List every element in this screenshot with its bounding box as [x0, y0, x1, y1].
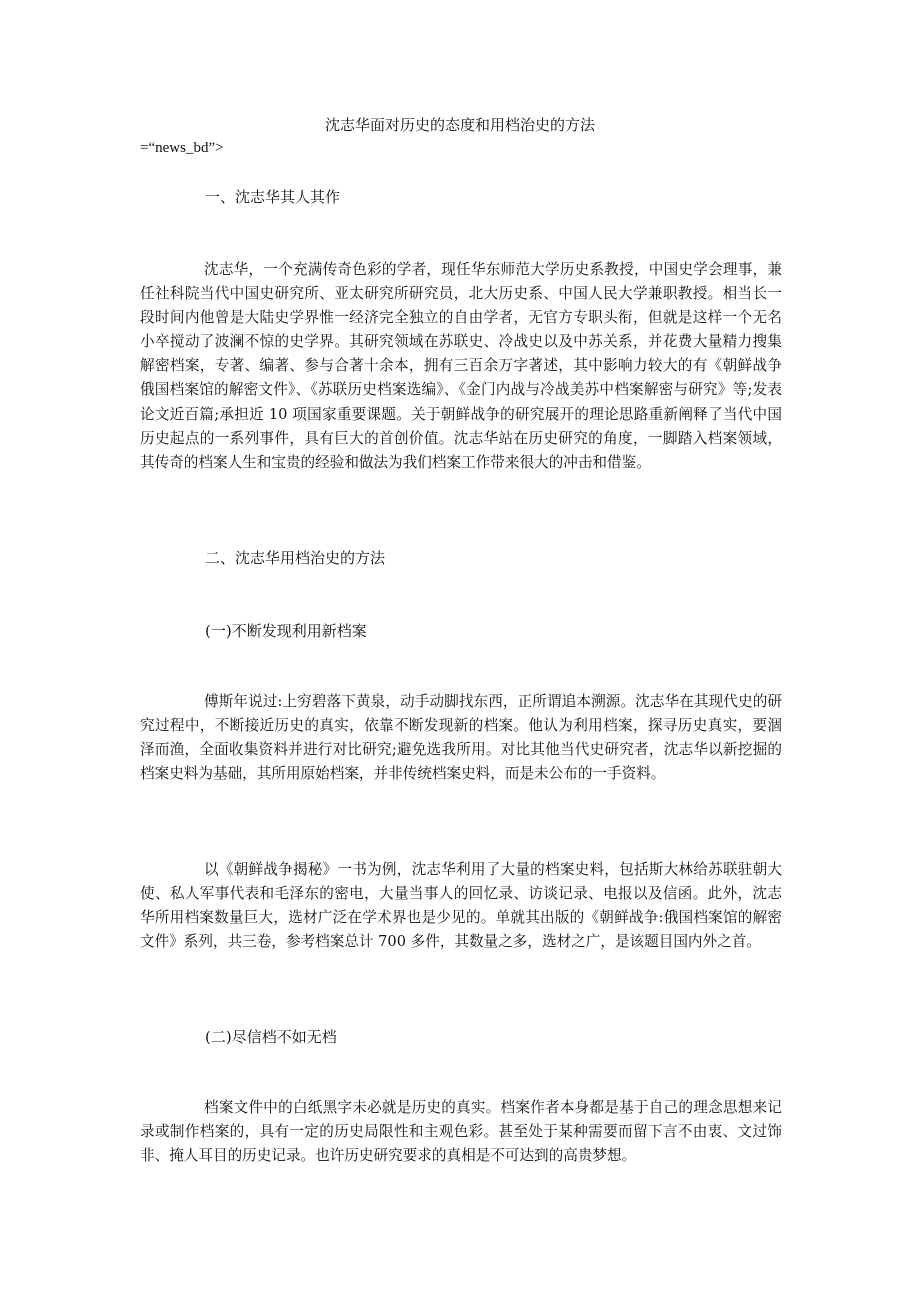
document-title: 沈志华面对历史的态度和用档治史的方法: [324, 116, 595, 134]
stray-html-fragment: =“news_bd”>: [140, 140, 224, 156]
section-1-heading: 一、沈志华其人其作: [205, 188, 341, 206]
subsection-2-heading: (二)尽信档不如无档: [205, 1028, 337, 1046]
subsection-2-paragraph-1: 档案文件中的白纸黑字未必就是历史的真实。档案作者本身都是基于自己的理念思想来记录或制作档案的，具有一定的历史局限性和主观色彩。甚至处于某种需要而留下言不由衷、文过饰非、掩人耳目的历史记录。也许历史研究要求的真相是不可达到的高贵梦想。: [140, 1099, 782, 1165]
subsection-1-heading: (一)不断发现利用新档案: [205, 622, 367, 640]
section-2-heading: 二、沈志华用档治史的方法: [205, 549, 386, 567]
subsection-1-paragraph-2: 以《朝鲜战争揭秘》一书为例，沈志华利用了大量的档案史料，包括斯大林给苏联驻朝大使、私人军事代表和毛泽东的密电，大量当事人的回忆录、访谈记录、电报以及信函。此外，沈志华所用档案数量巨大，选材广泛在学术界也是少见的。单就其出版的《朝鲜战争:俄国档案馆的解密文件》系列，共三卷，参考档案总计 700 多件，其数量之多，选材之广，是该题目国内外之首。: [140, 861, 782, 951]
subsection-1-paragraph-1: 傅斯年说过:上穷碧落下黄泉，动手动脚找东西，正所谓追本溯源。沈志华在其现代史的研究过程中，不断接近历史的真实，依靠不断发现新的档案。他认为利用档案，探寻历史真实，要涸泽而渔，全面收集资料并进行对比研究;避免选我所用。对比其他当代史研究者，沈志华以新挖掘的档案史料为基础，其所用原始档案，并非传统档案史料，而是未公布的一手资料。: [140, 693, 782, 783]
section-1-paragraph: 沈志华，一个充满传奇色彩的学者，现任华东师范大学历史系教授，中国史学会理事，兼任社科院当代中国史研究所、亚太研究所研究员，北大历史系、中国人民大学兼职教授。相当长一段时间内他曾是大陆史学界惟一经济完全独立的自由学者，无官方专职头衔，但就是这样一个无名小卒搅动了波澜不惊的史学界。其研究领域在苏联史、冷战史以及中苏关系，并花费大量精力搜集解密档案，专著、编著、参与合著十余本，拥有三百余万字著述，其中影响力较大的有《朝鲜战争俄国档案馆的解密文件》、《苏联历史档案选编》、《金门内战与冷战美苏中档案解密与研究》等;发表论文近百篇;承担近 10 项国家重要课题。关于朝鲜战争的研究展开的理论思路重新阐释了当代中国历史起点的一系列事件，具有巨大的首创价值。沈志华站在历史研究的角度，一脚踏入档案领域，其传奇的档案人生和宝贵的经验和做法为我们档案工作带来很大的冲击和借鉴。: [140, 261, 782, 471]
